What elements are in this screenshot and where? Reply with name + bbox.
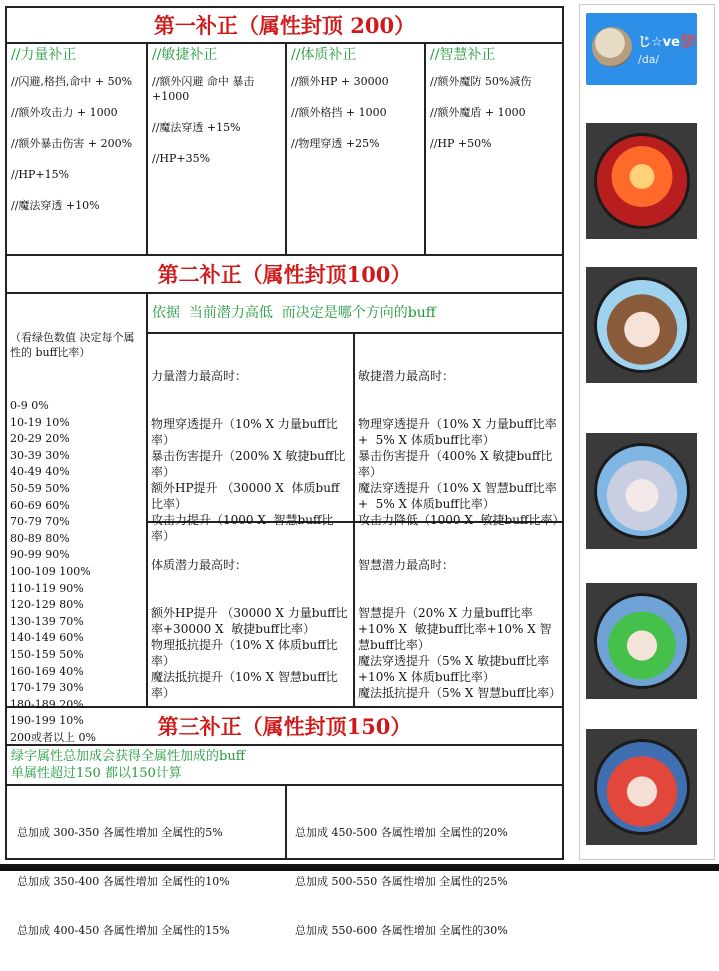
strength-cell-body: 物理穿透提升（10% X 力量buff比率） 暴击伤害提升（200% X 敏捷buff比率） 额外HP提升 （30000 X 体质buff比率） 攻击力提升（1000 X 智慧buff比率） — [151, 417, 346, 543]
strength-line: //闪避,格挡,命中 + 50% — [11, 75, 133, 88]
tier-row: 150-159 50% — [10, 647, 84, 661]
bonus-tier: 总加成 400-450 各属性增加 全属性的15% — [17, 924, 230, 937]
tier-row: 10-19 10% — [10, 415, 70, 429]
tier-row: 30-39 30% — [10, 448, 70, 462]
constitution-line: //物理穿透 +25% — [291, 137, 380, 150]
tier-row: 110-119 90% — [10, 581, 84, 595]
agility-column — [148, 44, 287, 254]
tier-note: （看绿色数值 决定每个属性的 buff比率） — [10, 331, 135, 359]
profile-name: じ☆ve💯 — [638, 35, 697, 50]
section3-right — [287, 786, 562, 937]
tier-row: 130-139 70% — [10, 614, 84, 628]
constitution-line: //额外HP + 30000 — [291, 75, 389, 88]
strength-line: //魔法穿透 +10% — [11, 199, 100, 212]
strength-cell — [148, 334, 355, 543]
constitution-column — [287, 44, 426, 254]
tier-row: 170-179 30% — [10, 681, 84, 695]
wisdom-line: //额外魔盾 + 1000 — [430, 106, 526, 119]
avatar-green-hair-girl-icon — [594, 593, 690, 689]
section3-title: 第三补正（属性封顶150） — [7, 708, 562, 746]
avatar-item[interactable] — [586, 433, 697, 549]
section1-columns — [7, 44, 562, 256]
strength-line: //额外攻击力 + 1000 — [11, 106, 118, 119]
basis-note: 依据 当前潜力高低 而决定是哪个方向的buff — [148, 294, 562, 334]
wisdom-cell-head: 智慧潜力最高时： — [358, 558, 455, 572]
bonus-tier: 总加成 300-350 各属性增加 全属性的5% — [17, 826, 223, 839]
agility-cell-head: 敏捷潜力最高时： — [358, 369, 455, 383]
tier-row: 90-99 90% — [10, 548, 70, 562]
agility-cell — [355, 334, 565, 527]
tier-row: 60-69 60% — [10, 498, 70, 512]
constitution-line: //额外格挡 + 1000 — [291, 106, 387, 119]
agility-cell-body: 物理穿透提升（10% X 力量buff比率 + 5% X 体质buff比率） 暴击伤害提升（400% X 敏捷buff比率） 魔法穿透提升（10% X 智慧buff比率 + 5% X 体质buff比率） 攻击力降低（1000 X 敏捷buff比率） — [358, 417, 565, 527]
tier-row: 200或者以上 0% — [10, 730, 96, 744]
constitution-cell-head: 体质潜力最高时： — [151, 558, 248, 572]
constitution-cell-body: 额外HP提升 （30000 X 力量buff比率+30000 X 敏捷buff比率） 物理抵抗提升（10% X 体质buff比率） 魔法抵抗提升（10% X 智慧buff比率） — [151, 606, 348, 700]
strength-column — [7, 44, 148, 254]
constitution-header: //体质补正 — [291, 47, 357, 63]
profile-handle: /da/ — [638, 53, 660, 66]
tier-row: 180-189 20% — [10, 697, 84, 711]
agility-header: //敏捷补正 — [152, 47, 218, 63]
avatar-item[interactable] — [586, 267, 697, 383]
avatar-brown-hair-girl-icon — [594, 277, 690, 373]
tier-list — [7, 294, 148, 744]
section1-title: 第一补正（属性封顶 200） — [7, 8, 562, 44]
tier-row: 50-59 50% — [10, 481, 70, 495]
wisdom-header: //智慧补正 — [430, 47, 496, 63]
tier-row: 160-169 40% — [10, 664, 84, 678]
tier-row: 100-109 100% — [10, 564, 91, 578]
avatar-item[interactable] — [586, 729, 697, 845]
wisdom-line: //HP +50% — [430, 137, 492, 150]
strength-line: //HP+15% — [11, 168, 70, 181]
avatar-red-hair-girl-icon — [594, 739, 690, 835]
tier-rows — [10, 398, 143, 746]
tier-row: 0-9 0% — [10, 399, 49, 412]
avatar-item[interactable] — [586, 583, 697, 699]
sidebar — [579, 4, 715, 860]
section3-tiers — [7, 786, 562, 937]
wisdom-cell-body: 智慧提升（20% X 力量buff比率+10% X 敏捷buff比率+10% X 智慧buff比率） 魔法穿透提升（5% X 敏捷buff比率+10% X 体质buff比率） 魔法抵抗提升（5% X 智慧buff比率） — [358, 606, 562, 700]
tier-row: 20-29 20% — [10, 432, 70, 446]
section3-note: 单属性超过150 都以150计算 — [11, 766, 182, 781]
tier-row: 120-129 80% — [10, 598, 84, 612]
bottom-bar — [0, 864, 719, 871]
tier-row: 70-79 70% — [10, 515, 70, 529]
profile-card[interactable] — [586, 13, 697, 85]
section3-left — [7, 786, 287, 937]
tier-row: 190-199 10% — [10, 714, 84, 728]
bonus-tier: 总加成 350-400 各属性增加 全属性的10% — [17, 875, 230, 888]
wisdom-column — [426, 44, 562, 254]
tier-row: 140-149 60% — [10, 631, 84, 645]
buff-rules-sheet — [5, 6, 565, 937]
avatar-red-fire-warrior-icon — [594, 133, 690, 229]
agility-line: //魔法穿透 +15% — [152, 121, 241, 134]
bonus-tier: 总加成 500-550 各属性增加 全属性的25% — [295, 875, 508, 888]
bonus-tier: 总加成 550-600 各属性增加 全属性的30% — [295, 924, 508, 937]
tier-row: 40-49 40% — [10, 465, 70, 479]
strength-header: //力量补正 — [11, 47, 77, 63]
bonus-tier: 总加成 450-500 各属性增加 全属性的20% — [295, 826, 508, 839]
section3-note: 绿字属性总加成会获得全属性加成的buff — [11, 749, 245, 764]
section3-notes — [7, 746, 562, 786]
tier-row: 80-89 80% — [10, 531, 70, 545]
strength-line: //额外暴击伤害 + 200% — [11, 137, 133, 150]
agility-line: //HP+35% — [152, 152, 211, 165]
section2-title: 第二补正（属性封顶100） — [7, 256, 562, 294]
profile-avatar — [592, 27, 632, 67]
strength-cell-head: 力量潜力最高时： — [151, 369, 248, 383]
wisdom-cell — [355, 523, 562, 708]
constitution-cell — [148, 523, 355, 708]
avatar-item[interactable] — [586, 123, 697, 239]
avatar-silver-hair-girl-icon — [594, 443, 690, 539]
wisdom-line: //额外魔防 50%减伤 — [430, 75, 532, 88]
agility-line: //额外闪避 命中 暴击 +1000 — [152, 75, 258, 103]
